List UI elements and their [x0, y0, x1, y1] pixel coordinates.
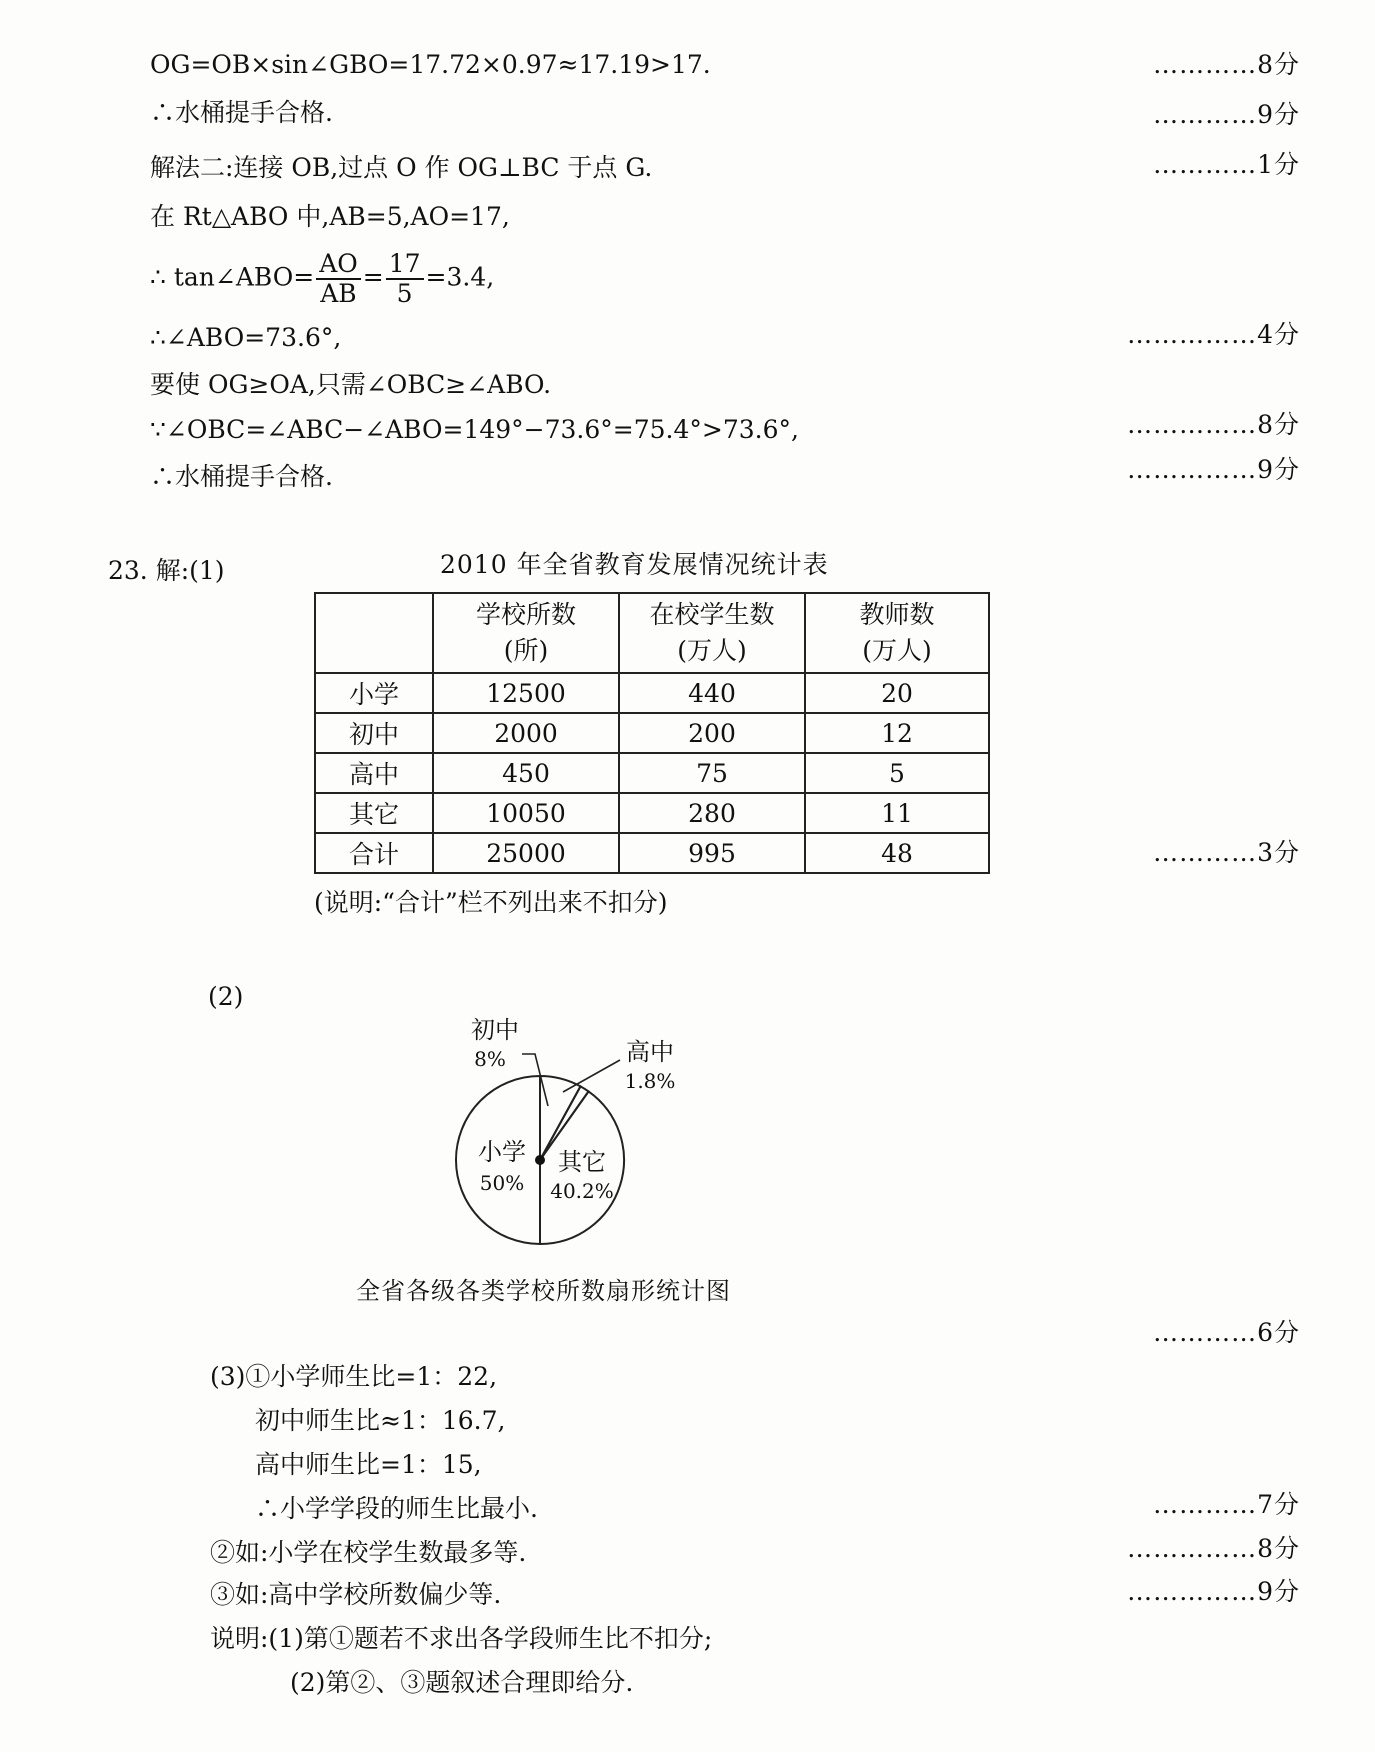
table-cell: 其它 — [315, 793, 433, 833]
pie-center-dot — [535, 1155, 545, 1165]
fraction-numerator: 17 — [386, 250, 424, 280]
tan-equation — [150, 250, 494, 308]
table-note: (说明:“合计”栏不列出来不扣分) — [314, 888, 668, 917]
table-cell: 2000 — [433, 713, 619, 753]
fraction-numerator: AO — [316, 250, 361, 280]
solution-line-1: OG=OB×sin∠GBO=17.72×0.97≈17.19>17. — [150, 50, 711, 79]
fraction-ao-ab — [316, 250, 361, 308]
pie-label-value: 50% — [479, 1171, 525, 1195]
table-cell: 12500 — [433, 673, 619, 713]
part-3-line: 高中师生比=1：15, — [255, 1450, 482, 1479]
part-3-line: ∴小学学段的师生比最小. — [255, 1494, 538, 1523]
solution-line-2: ∴水桶提手合格. — [150, 98, 333, 127]
table-cell: 高中 — [315, 753, 433, 793]
score-mark: ……………9分 — [1127, 455, 1300, 484]
score-mark: …………8分 — [1153, 50, 1300, 79]
part-3-line: (3)①小学师生比=1：22, — [210, 1362, 498, 1391]
fraction-17-5 — [386, 250, 424, 308]
pie-label-category: 其它 — [558, 1148, 606, 1176]
table-cell: 5 — [805, 753, 989, 793]
table-header-cell: 教师数 (万人) — [805, 593, 989, 673]
leader-line — [563, 1060, 620, 1092]
score-mark: …………6分 — [1153, 1318, 1300, 1347]
score-mark: ……………9分 — [1127, 1577, 1300, 1606]
equals-sign: = — [362, 262, 384, 292]
part-3-line: 初中师生比≈1：16.7, — [255, 1406, 506, 1435]
table-cell: 75 — [619, 753, 805, 793]
part-2-label: (2) — [208, 982, 244, 1011]
pie-label-value: 1.8% — [624, 1069, 676, 1093]
score-mark: …………1分 — [1153, 150, 1300, 179]
table-row — [315, 713, 989, 753]
table-header-row — [315, 593, 989, 673]
solution-line-9: ∴水桶提手合格. — [150, 462, 333, 491]
table-cell: 10050 — [433, 793, 619, 833]
table-row — [315, 793, 989, 833]
table-cell: 11 — [805, 793, 989, 833]
tan-prefix: ∴ tan∠ABO= — [150, 262, 315, 292]
solution-line-4: 在 Rt△ABO 中,AB=5,AO=17, — [150, 202, 510, 231]
pie-label-category: 高中 — [626, 1038, 674, 1066]
score-mark: …………9分 — [1153, 100, 1300, 129]
part-3-line: (2)第②、③题叙述合理即给分. — [290, 1668, 634, 1697]
table-cell: 初中 — [315, 713, 433, 753]
part-3-line: ②如:小学在校学生数最多等. — [210, 1538, 527, 1567]
table-cell: 12 — [805, 713, 989, 753]
table-header-cell: 在校学生数 (万人) — [619, 593, 805, 673]
score-mark: ……………8分 — [1127, 1534, 1300, 1563]
table-header-cell — [315, 593, 433, 673]
leader-line — [522, 1054, 548, 1106]
statistics-table — [314, 592, 990, 874]
score-mark: …………3分 — [1153, 838, 1300, 867]
fraction-denominator: AB — [320, 279, 357, 308]
pie-label-category: 小学 — [478, 1138, 526, 1166]
solution-line-6: ∴∠ABO=73.6°, — [150, 323, 342, 352]
table-title: 2010 年全省教育发展情况统计表 — [440, 550, 829, 579]
pie-label-category: 初中 — [471, 1016, 519, 1044]
solution-line-3: 解法二:连接 OB,过点 O 作 OG⊥BC 于点 G. — [150, 153, 653, 182]
table-header-cell: 学校所数 (所) — [433, 593, 619, 673]
score-mark: …………7分 — [1153, 1490, 1300, 1519]
table-cell: 25000 — [433, 833, 619, 873]
pie-label-value: 8% — [474, 1047, 506, 1071]
tan-result: =3.4, — [425, 262, 495, 292]
table-cell: 48 — [805, 833, 989, 873]
pie-label-value: 40.2% — [550, 1179, 614, 1203]
table-cell: 450 — [433, 753, 619, 793]
score-mark: ……………8分 — [1127, 410, 1300, 439]
table-cell: 合计 — [315, 833, 433, 873]
table-cell: 小学 — [315, 673, 433, 713]
table-cell: 440 — [619, 673, 805, 713]
table-row — [315, 673, 989, 713]
score-mark: ……………4分 — [1127, 320, 1300, 349]
table-cell: 20 — [805, 673, 989, 713]
table-cell: 995 — [619, 833, 805, 873]
solution-line-8: ∵∠OBC=∠ABC−∠ABO=149°−73.6°=75.4°>73.6°, — [150, 415, 799, 444]
table-cell: 280 — [619, 793, 805, 833]
question-23-label: 23. 解:(1) — [108, 556, 225, 585]
table-cell: 200 — [619, 713, 805, 753]
solution-line-7: 要使 OG≥OA,只需∠OBC≥∠ABO. — [150, 370, 552, 399]
part-3-line: 说明:(1)第①题若不求出各学段师生比不扣分; — [210, 1624, 713, 1653]
table-row — [315, 833, 989, 873]
chart-title: 全省各级各类学校所数扇形统计图 — [356, 1277, 731, 1305]
pie-chart — [430, 1010, 770, 1270]
table-row — [315, 753, 989, 793]
part-3-line: ③如:高中学校所数偏少等. — [210, 1580, 502, 1609]
fraction-denominator: 5 — [396, 279, 413, 308]
